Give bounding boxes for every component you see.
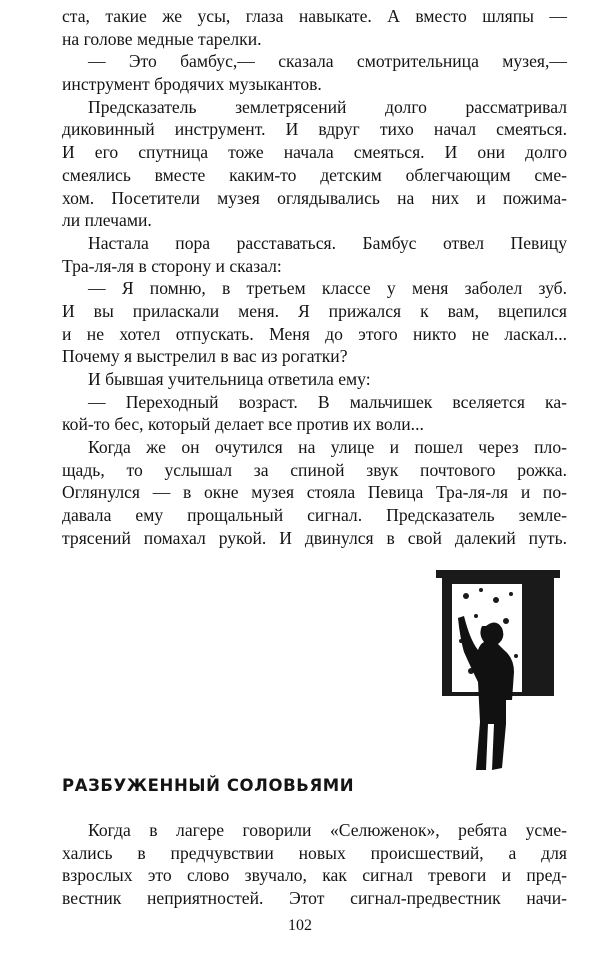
text-line: — Я помню, в третьем классе у меня заболел зуб.	[88, 278, 567, 299]
text-line: щадь, то услышал за спиной звук почтового рожка.	[62, 459, 567, 480]
text-line: ли плечами.	[62, 210, 152, 231]
text-line: хались в предчувствии новых происшествий, а для	[62, 842, 567, 863]
text-line: давала ему прощальный сигнал. Предсказатель земле-	[62, 505, 567, 526]
text-line: взрослых это слово звучало, как сигнал тревоги и пред-	[62, 865, 567, 886]
text-line: И бывшая учительница ответила ему:	[88, 369, 371, 389]
text-line: ста, такие же усы, глаза навыкате. А вместо шляпы —	[62, 6, 567, 26]
text-line: — Переходный возраст. В мальчишек вселяется ка-	[88, 391, 567, 412]
text-line: Предсказатель землетрясений долго рассматривал	[88, 96, 567, 117]
text-line: хом. Посетители музея оглядывались на них и пожима-	[62, 187, 567, 208]
chapter-ending-text	[62, 5, 567, 550]
text-line: смеялись вместе каким-то детским облегчающим сме-	[62, 164, 567, 185]
text-line: И его спутница тоже начала смеяться. И они долго	[62, 142, 567, 163]
text-line: кой-то бес, который делает все против их воли...	[62, 414, 424, 435]
chapter-opening-text	[62, 819, 567, 910]
text-line: на голове медные тарелки.	[62, 28, 262, 49]
text-line: — Это бамбус,— сказала смотрительница музея,—	[88, 51, 567, 72]
text-line: Почему я выстрелил в вас из рогатки?	[62, 346, 348, 367]
text-line: Когда же он очутился на улице и пошел через пло-	[88, 437, 567, 458]
text-line: трясений помахал рукой. И двинулся в свой далекий путь.	[62, 527, 567, 548]
text-line: Оглянулся — в окне музея стояла Певица Тра-ля-ля и по-	[62, 482, 567, 503]
text-line: диковинный инструмент. И вдруг тихо начал смеяться.	[62, 119, 567, 140]
text-line: Настала пора расставаться. Бамбус отвел Певицу	[88, 232, 567, 253]
text-line: инструмент бродячих музыкантов.	[62, 74, 322, 95]
text-line: Когда в лагере говорили «Селюженок», ребята усме-	[88, 820, 567, 840]
text-line: и не хотел отпускать. Меня до этого никто не ласкал...	[62, 323, 567, 344]
text-line: вестник неприятностей. Этот сигнал-предвестник начи-	[62, 888, 567, 909]
page-number: 102	[288, 917, 312, 934]
section-heading: РАЗБУЖЕННЫЙ СОЛОВЬЯМИ	[62, 776, 355, 795]
text-line: И вы приласкали меня. Я прижался к вам, вцепился	[62, 300, 567, 321]
text-line: Тра-ля-ля в сторону и сказал:	[62, 255, 282, 276]
window-silhouette-illustration	[436, 566, 560, 798]
